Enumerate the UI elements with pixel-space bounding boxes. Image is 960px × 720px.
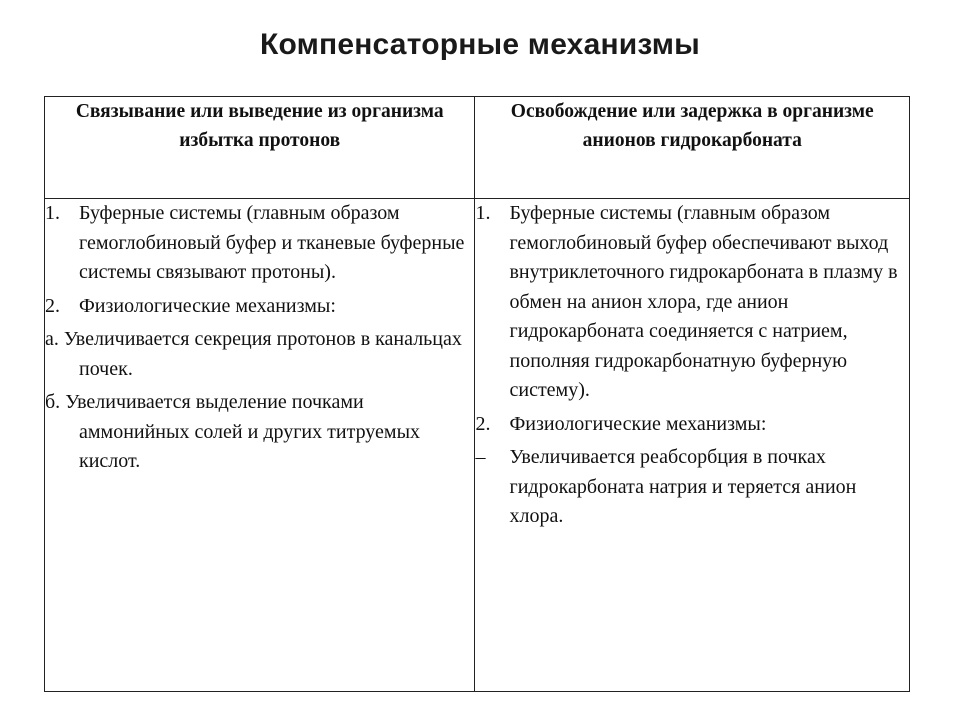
list-item-text: Буферные системы (главным образом гемоглобиновый буфер и тканевые буферные системы связывают протоны). (79, 202, 465, 283)
list-item (475, 443, 909, 532)
list-marker: 1. (475, 202, 491, 224)
table-header-row (45, 97, 910, 199)
list-item (475, 199, 909, 406)
sub-list-item (45, 388, 474, 477)
list-marker: – (475, 446, 486, 468)
table-body-row (45, 199, 910, 692)
list-item (475, 410, 909, 440)
list-item (45, 292, 474, 322)
list-item-text: Увеличивается реабсорбция в почках гидрокарбоната натрия и теряется анион хлора. (509, 446, 857, 527)
list-item-text: Буферные системы (главным образом гемоглобиновый буфер обеспечивают выход внутриклеточного гидрокарбоната в плазму в обмен на анион хлора, где анион гидрокарбоната соединяется с натрием, пополняя гидрокарбонатную буферную систему). (509, 202, 898, 401)
left-column-body (45, 199, 475, 692)
right-column-header: Освобождение или задержка в организме анионов гидрокарбоната (475, 97, 910, 199)
list-marker: 1. (45, 202, 60, 224)
list-item-text: Физиологические механизмы: (79, 294, 336, 317)
sub-list-item (45, 325, 474, 384)
list-marker: 2. (475, 412, 491, 435)
list-item (45, 199, 474, 288)
list-item-text: Физиологические механизмы: (509, 412, 767, 435)
sub-list-marker: а. (45, 328, 59, 350)
mechanisms-table (44, 96, 910, 692)
sub-list-marker: б. (45, 391, 61, 413)
sub-list-item-text: Увеличивается секреция протонов в канальцах почек. (63, 328, 462, 380)
right-column-body (475, 199, 910, 692)
sub-list-item-text: Увеличивается выделение почками аммонийных солей и других титруемых кислот. (65, 391, 421, 472)
slide-title: Компенсаторные механизмы (260, 28, 700, 61)
list-marker: 2. (45, 294, 60, 317)
left-column-header: Связывание или выведение из организма избытка протонов (45, 97, 475, 199)
